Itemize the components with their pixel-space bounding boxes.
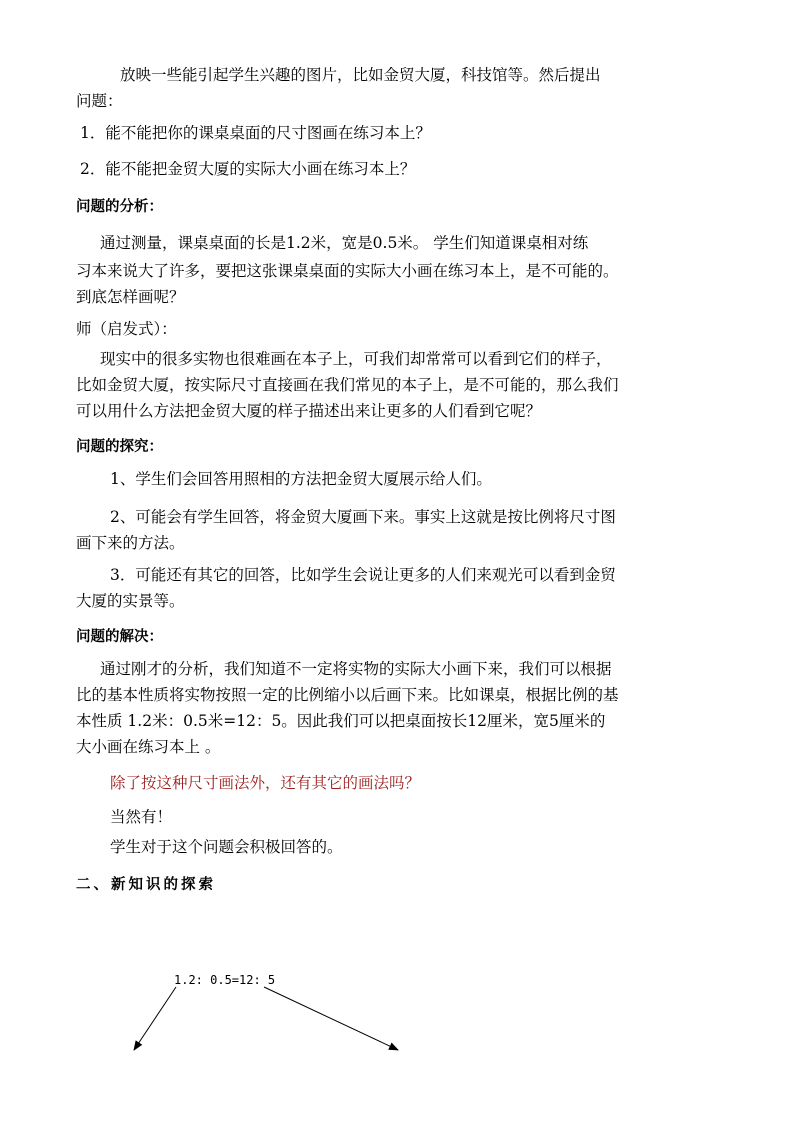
solution-line-2: 比的基本性质将实物按照一定的比例缩小以后画下来。比如课桌，根据比例的基 <box>76 686 619 704</box>
exploration-heading: 问题的探究： <box>76 439 163 455</box>
left-arrow <box>134 987 176 1050</box>
solution-note: 学生对于这个问题会积极回答的。 <box>110 838 343 856</box>
exploration-item-3-line-2: 大厦的实景等。 <box>76 592 185 610</box>
analysis-line-2: 习本来说大了许多，要把这张课桌桌面的实际大小画在练习本上，是不可能的。 <box>76 262 619 280</box>
teacher-label: 师（启发式）： <box>76 320 177 338</box>
ratio-label: 1.2: 0.5=12: 5 <box>174 973 276 987</box>
solution-answer: 当然有！ <box>110 808 173 826</box>
question-2: 2．能不能把金贸大厦的实际大小画在练习本上？ <box>80 160 416 178</box>
right-arrow <box>264 987 398 1050</box>
teacher-line-3: 可以用什么方法把金贸大厦的样子描述出来让更多的人们看到它呢？ <box>76 402 542 420</box>
intro-line-1: 放映一些能引起学生兴趣的图片，比如金贸大厦，科技馆等。然后提出 <box>120 66 601 84</box>
solution-line-4: 大小画在练习本上 。 <box>76 738 221 756</box>
solution-line-3: 本性质 1.2米：0.5米=12：5。因此我们可以把桌面按长12厘米，宽5厘米的 <box>76 712 606 730</box>
exploration-item-2-line-1: 2、可能会有学生回答，将金贸大厦画下来。事实上这就是按比例将尺寸图 <box>110 508 616 526</box>
exploration-item-3-line-1: 3．可能还有其它的回答，比如学生会说让更多的人们来观光可以看到金贸 <box>110 566 616 584</box>
analysis-heading: 问题的分析： <box>76 199 163 215</box>
solution-line-1: 通过刚才的分析，我们知道不一定将实物的实际大小画下来，我们可以根据 <box>100 660 612 678</box>
solution-heading: 问题的解决： <box>76 629 163 645</box>
intro-line-2: 问题： <box>76 92 123 110</box>
exploration-item-1: 1、学生们会回答用照相的方法把金贸大厦展示给人们。 <box>110 470 492 488</box>
analysis-line-3: 到底怎样画呢？ <box>76 288 185 306</box>
exploration-item-2-line-2: 画下来的方法。 <box>76 534 185 552</box>
question-1: 1．能不能把你的课桌桌面的尺寸图画在练习本上？ <box>80 124 431 142</box>
teacher-line-2: 比如金贸大厦，按实际尺寸直接画在我们常见的本子上，是不可能的，那么我们 <box>76 376 619 394</box>
section-2-heading: 二、新知识的探索 <box>76 877 216 893</box>
solution-question: 除了按这种尺寸画法外，还有其它的画法吗？ <box>110 774 421 792</box>
analysis-line-1: 通过测量，课桌桌面的长是1.2米，宽是0.5米。 学生们知道课桌相对练 <box>100 234 589 252</box>
teacher-line-1: 现实中的很多实物也很难画在本子上，可我们却常常可以看到它们的样子， <box>100 350 612 368</box>
